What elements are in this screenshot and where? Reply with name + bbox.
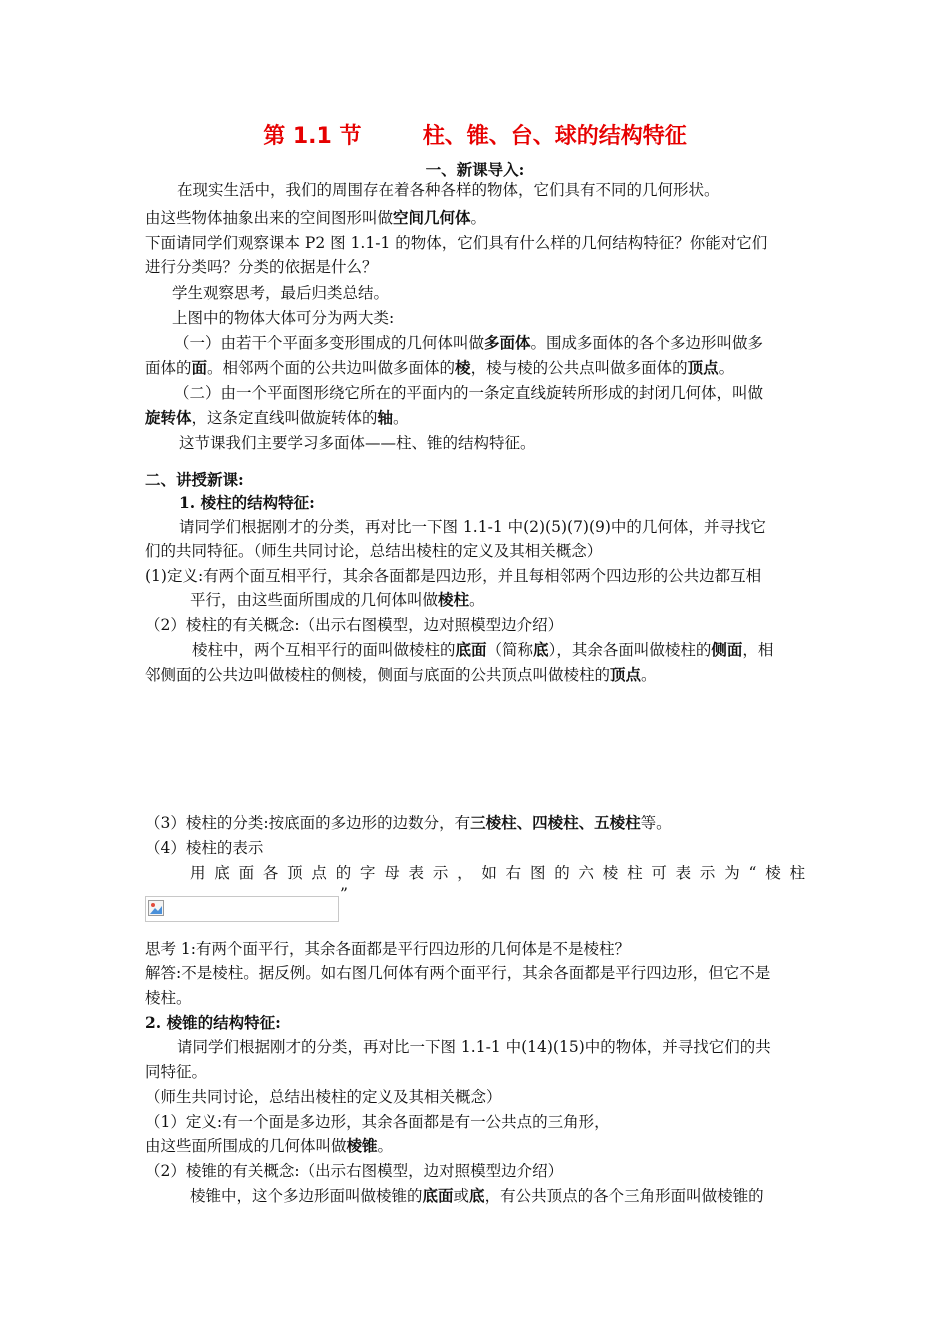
- paragraph: 们的共同特征。（师生共同讨论，总结出棱柱的定义及其相关概念）: [145, 542, 603, 560]
- paragraph: 棱锥中，这个多边形面叫做棱锥的底面或底，有公共顶点的各个三角形面叫做棱锥的: [190, 1186, 764, 1205]
- paragraph: （1）定义:有一个面是多边形，其余各面都是有一公共点的三角形，: [145, 1113, 610, 1131]
- paragraph: （2）棱锥的有关概念:（出示右图模型，边对照模型边介绍）: [145, 1162, 564, 1180]
- paragraph: （3）棱柱的分类:按底面的多边形的边数分，有三棱柱、四棱柱、五棱柱等。: [145, 813, 672, 832]
- paragraph: 下面请同学们观察课本 P2 图 1.1-1 的物体，它们具有什么样的几何结构特征？你能对它们: [145, 234, 768, 252]
- paragraph: （2）棱柱的有关概念:（出示右图模型，边对照模型边介绍）: [145, 616, 564, 634]
- paragraph: （一）由若干个平面多变形围成的几何体叫做多面体。围成多面体的各个多边形叫做多: [174, 333, 764, 352]
- paragraph: 用底面各顶点的字母表示，如右图的六棱柱可表示为“棱柱: [190, 864, 805, 882]
- paragraph: 面体的面。相邻两个面的公共边叫做多面体的棱，棱与棱的公共点叫做多面体的顶点。: [145, 358, 735, 377]
- paragraph: 进行分类吗？分类的依据是什么？: [145, 258, 378, 276]
- paragraph: 这节课我们主要学习多面体——柱、锥的结构特征。: [179, 434, 536, 452]
- paragraph: 学生观察思考，最后归类总结。: [172, 284, 390, 302]
- paragraph: （4）棱柱的表示: [145, 839, 264, 857]
- paragraph: 棱柱。: [145, 989, 192, 1007]
- paragraph: 平行，由这些面所围成的几何体叫做棱柱。: [190, 590, 485, 609]
- paragraph: 棱柱中，两个互相平行的面叫做棱柱的底面（简称底），其余各面叫做棱柱的侧面，相: [192, 640, 774, 659]
- paragraph: (1)定义:有两个面互相平行，其余各面都是四边形，并且每相邻两个四边形的公共边都互相: [145, 567, 762, 585]
- paragraph: 上图中的物体大体可分为两大类:: [172, 309, 395, 327]
- paragraph: （师生共同讨论，总结出棱柱的定义及其相关概念）: [145, 1088, 502, 1106]
- broken-image-icon: [148, 900, 164, 916]
- subsection-heading-prism: 1. 棱柱的结构特征:: [179, 493, 315, 512]
- paragraph: 由这些面所围成的几何体叫做棱锥。: [145, 1136, 394, 1155]
- closing-quote: ”: [340, 885, 348, 903]
- paragraph: 请同学们根据刚才的分类，再对比一下图 1.1-1 中(2)(5)(7)(9)中的几何体，并寻找它: [179, 518, 766, 536]
- paragraph: 同特征。: [145, 1063, 208, 1081]
- paragraph: 邻侧面的公共边叫做棱柱的侧棱，侧面与底面的公共顶点叫做棱柱的顶点。: [145, 665, 657, 684]
- broken-image-placeholder: [145, 896, 339, 922]
- paragraph: 思考 1:有两个面平行，其余各面都是平行四边形的几何体是不是棱柱？: [145, 940, 631, 958]
- paragraph: 在现实生活中，我们的周围存在着各种各样的物体，它们具有不同的几何形状。: [177, 181, 720, 199]
- page-title: 第 1.1 节 柱、锥、台、球的结构特征: [263, 124, 687, 149]
- paragraph: 由这些物体抽象出来的空间图形叫做空间几何体。: [145, 208, 487, 227]
- section-heading-lecture: 二、讲授新课:: [145, 470, 244, 489]
- section-heading-intro: 一、新课导入:: [425, 160, 525, 179]
- paragraph: 请同学们根据刚才的分类，再对比一下图 1.1-1 中(14)(15)中的物体，并寻找它们的共: [177, 1038, 771, 1056]
- subsection-heading-pyramid: 2. 棱锥的结构特征:: [145, 1013, 281, 1032]
- paragraph: 旋转体，这条定直线叫做旋转体的轴。: [145, 408, 409, 427]
- paragraph: 解答:不是棱柱。据反例。如右图几何体有两个面平行，其余各面都是平行四边形，但它不是: [145, 964, 771, 982]
- paragraph: （二）由一个平面图形绕它所在的平面内的一条定直线旋转所形成的封闭几何体，叫做: [174, 384, 764, 402]
